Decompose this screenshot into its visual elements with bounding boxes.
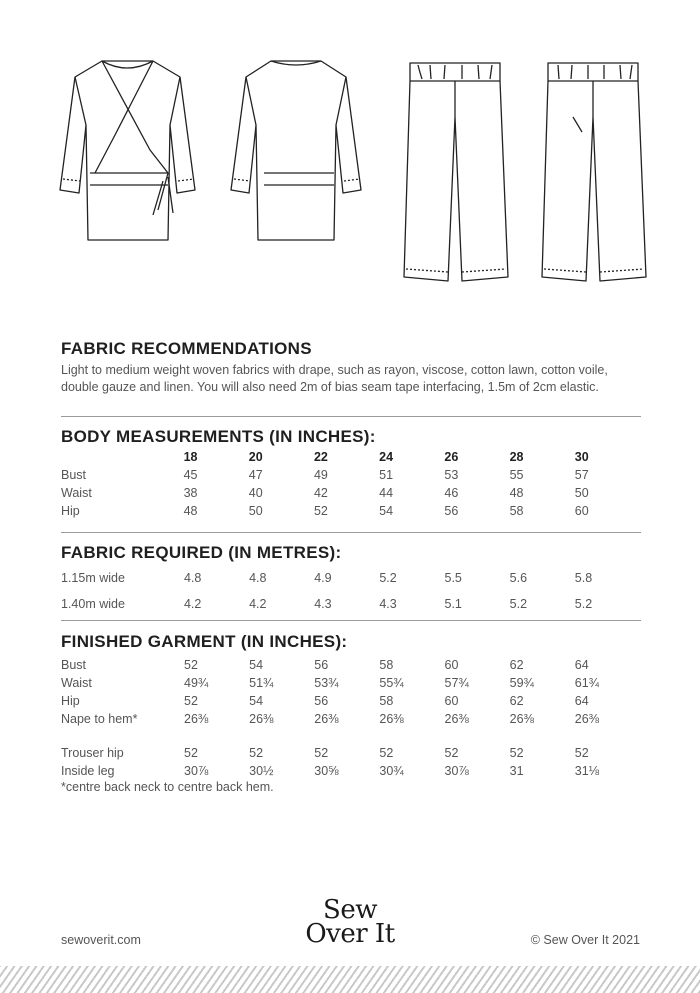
size-header-row — [61, 448, 640, 466]
cell: 50 — [574, 486, 589, 500]
cell: 60 — [444, 694, 459, 708]
table-row — [61, 565, 640, 591]
cell: 54 — [249, 658, 264, 672]
cell: 26⅜ — [314, 712, 339, 726]
cell: 5.2 — [379, 571, 397, 585]
table-row — [61, 591, 640, 617]
fabric-recommendations-text: Light to medium weight woven fabrics with drape, such as rayon, viscose, cotton lawn, cotton voile, double gauze and linen. You will also need 2m of bias seam tape interfacing, 1.5m of 2cm elastic. — [61, 363, 608, 394]
row-label: 1.40m wide — [61, 597, 125, 611]
cell: 56 — [444, 504, 459, 518]
cell: 64 — [574, 694, 589, 708]
cell: 40 — [248, 486, 263, 500]
cell: 54 — [249, 694, 264, 708]
cell: 62 — [509, 694, 524, 708]
cell: 30¾ — [379, 764, 404, 778]
cell: 59¾ — [509, 676, 534, 690]
fabric-recommendations — [61, 339, 640, 396]
logo-line-1: Sew — [323, 895, 377, 925]
row-label: Trouser hip — [61, 746, 124, 760]
cell: 58 — [509, 504, 524, 518]
cell: 31 — [509, 764, 524, 778]
cell: 45 — [183, 468, 198, 482]
cell: 5.6 — [509, 571, 528, 585]
cell: 30⅝ — [314, 764, 339, 778]
divider — [61, 532, 641, 533]
cell: 52 — [184, 658, 198, 672]
row-label: Bust — [61, 658, 87, 672]
cell: 52 — [184, 746, 198, 760]
cell: 47 — [248, 468, 263, 482]
cell: 30⅞ — [184, 764, 209, 778]
cell: 62 — [509, 658, 524, 672]
cell: 26⅜ — [444, 712, 469, 726]
cell: 26⅜ — [184, 712, 209, 726]
logo-line-2: Over It — [305, 919, 395, 949]
finished-garment-table — [61, 656, 640, 780]
cell: 46 — [444, 486, 459, 500]
cell: 64 — [574, 658, 589, 672]
brand-logo — [295, 895, 405, 949]
size-label: 28 — [509, 450, 524, 464]
table-row — [61, 484, 640, 502]
cell: 4.8 — [249, 571, 267, 585]
cell: 4.9 — [314, 571, 332, 585]
cell: 4.8 — [183, 571, 202, 585]
cell: 5.5 — [444, 571, 462, 585]
copyright: © Sew Over It 2021 — [530, 933, 640, 947]
row-label: Inside leg — [61, 764, 115, 778]
cell: 61¾ — [574, 676, 600, 690]
cell: 53¾ — [314, 676, 339, 690]
cell: 5.2 — [509, 597, 528, 611]
cell: 55¾ — [379, 676, 404, 690]
cell: 5.1 — [444, 597, 462, 611]
finished-garment-heading: FINISHED GARMENT (IN INCHES): — [61, 632, 348, 651]
cell: 26⅜ — [379, 712, 404, 726]
row-label: Waist — [61, 486, 92, 500]
divider — [61, 620, 641, 621]
cell: 5.8 — [574, 571, 593, 585]
cell: 60 — [574, 504, 589, 518]
cell: 44 — [379, 486, 394, 500]
row-label: 1.15m wide — [61, 571, 125, 585]
table-row — [61, 710, 640, 728]
cell: 52 — [314, 746, 329, 760]
body-measurements-heading: BODY MEASUREMENTS (IN INCHES): — [61, 427, 376, 446]
cell: 51 — [379, 468, 394, 482]
trousers-front-icon — [400, 57, 510, 289]
table-row — [61, 502, 640, 520]
row-label: Waist — [61, 676, 92, 690]
cell: 31⅛ — [574, 764, 600, 778]
row-label: Hip — [61, 694, 80, 708]
cell: 56 — [314, 694, 329, 708]
cell: 57¾ — [444, 676, 469, 690]
fabric-recommendations-heading: FABRIC RECOMMENDATIONS — [61, 339, 312, 358]
size-label: 30 — [574, 450, 589, 464]
table-row — [61, 762, 640, 780]
cell: 55 — [509, 468, 524, 482]
fabric-required-heading: FABRIC REQUIRED (IN METRES): — [61, 543, 342, 562]
cell: 50 — [248, 504, 263, 518]
cell: 26⅜ — [249, 712, 274, 726]
cell: 30½ — [249, 764, 274, 778]
cell: 56 — [314, 658, 329, 672]
cell: 52 — [574, 746, 589, 760]
cell: 52 — [249, 746, 264, 760]
cell: 38 — [183, 486, 198, 500]
cell: 48 — [183, 504, 198, 518]
cell: 30⅞ — [444, 764, 469, 778]
cell: 5.2 — [574, 597, 593, 611]
cell: 53 — [444, 468, 459, 482]
fabric-required-table — [61, 565, 640, 617]
body-measurements — [61, 427, 640, 520]
spacer-cell — [61, 728, 640, 744]
cell: 52 — [313, 504, 328, 518]
size-label: 20 — [248, 450, 263, 464]
table-row — [61, 466, 640, 484]
cell: 49 — [313, 468, 328, 482]
size-label: 18 — [183, 450, 198, 464]
cell: 4.3 — [379, 597, 397, 611]
row-label: Hip — [61, 504, 80, 518]
body-measurements-table — [61, 448, 640, 520]
cell: 54 — [379, 504, 394, 518]
cell: 58 — [379, 658, 394, 672]
fabric-required — [61, 543, 640, 617]
cell: 26⅜ — [574, 712, 600, 726]
row-label: Bust — [61, 468, 87, 482]
spacer-row — [61, 728, 640, 744]
cell: 4.2 — [183, 597, 202, 611]
website-link[interactable]: sewoverit.com — [61, 933, 141, 947]
finished-garment — [61, 632, 640, 794]
cell: 52 — [444, 746, 459, 760]
hatched-border — [0, 966, 700, 993]
divider — [61, 416, 641, 417]
cell: 52 — [184, 694, 198, 708]
cell: 52 — [509, 746, 524, 760]
cell: 42 — [313, 486, 328, 500]
table-row — [61, 656, 640, 674]
cell: 49¾ — [184, 676, 209, 690]
row-label: Nape to hem* — [61, 712, 138, 726]
wrap-top-back-icon — [226, 55, 366, 250]
technical-drawings — [0, 0, 700, 300]
table-corner — [61, 448, 184, 466]
size-label: 22 — [313, 450, 328, 464]
cell: 4.3 — [314, 597, 332, 611]
cell: 60 — [444, 658, 459, 672]
cell: 52 — [379, 746, 394, 760]
size-label: 24 — [379, 450, 394, 464]
cell: 4.2 — [249, 597, 267, 611]
trousers-back-icon — [538, 57, 648, 289]
cell: 51¾ — [249, 676, 274, 690]
cell: 26⅜ — [509, 712, 534, 726]
size-label: 26 — [444, 450, 459, 464]
cell: 58 — [379, 694, 394, 708]
table-row — [61, 744, 640, 762]
table-row — [61, 674, 640, 692]
cell: 57 — [574, 468, 589, 482]
wrap-top-front-icon — [55, 55, 200, 250]
cell: 48 — [509, 486, 524, 500]
table-row — [61, 692, 640, 710]
footnote: *centre back neck to centre back hem. — [61, 780, 274, 794]
